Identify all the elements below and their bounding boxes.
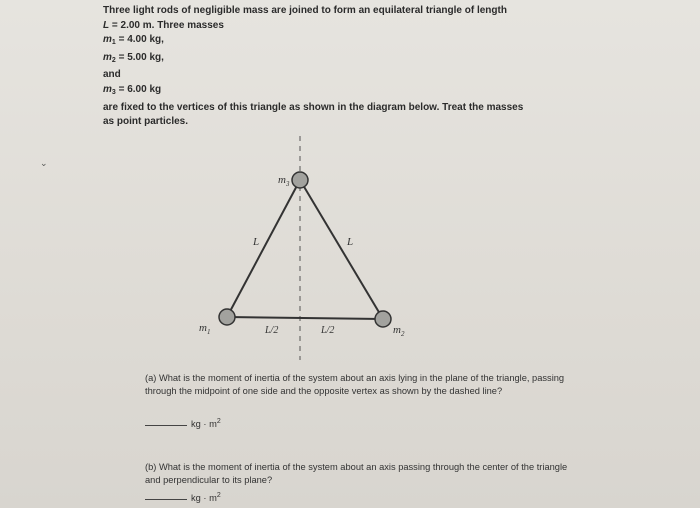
mass-1-circle xyxy=(219,309,235,325)
mass3-subscript: 3 xyxy=(111,88,116,96)
answer-b-input[interactable] xyxy=(145,499,187,500)
answer-a xyxy=(145,418,221,429)
length-value: = 2.00 m. Three masses xyxy=(109,19,224,31)
mass1-symbol: m xyxy=(103,34,112,46)
mass3-value: = 6.00 kg xyxy=(115,83,162,95)
mass2-value: = 5.00 kg, xyxy=(115,51,164,63)
mass2-subscript: 2 xyxy=(111,56,116,64)
triangle-diagram xyxy=(190,128,420,368)
mass-2-circle xyxy=(375,311,391,327)
mass2-symbol: m xyxy=(103,51,112,63)
mass1-line xyxy=(103,33,583,51)
mass3-line xyxy=(103,83,583,101)
label-m3: $m_3$ xyxy=(278,174,290,188)
rod-right xyxy=(300,180,383,319)
problem-point-line: as point particles. xyxy=(103,116,189,128)
question-b-text: (b) What is the moment of inertia of the system about an axis passing through the center of the triangle and perpendicular to its plane? xyxy=(145,462,568,485)
mass1-value: = 4.00 kg, xyxy=(115,34,164,46)
mass-3-circle xyxy=(292,172,308,188)
rod-left xyxy=(227,180,300,317)
label-m1: $m_1$ xyxy=(199,322,211,336)
label-half-left: L/2 xyxy=(265,325,279,336)
problem-line-1: Three light rods of negligible mass are joined to form an equilateral triangle of length xyxy=(103,5,507,16)
answer-b-unit: kg · m xyxy=(191,493,217,503)
length-symbol: L xyxy=(103,19,110,31)
answer-b-unit-exp: 2 xyxy=(216,492,221,499)
chevron-down-icon: ⌄ xyxy=(40,158,48,168)
label-half-right: L/2 xyxy=(321,325,335,336)
problem-fixed-line: are fixed to the vertices of this triangle as shown in the diagram below. Treat the masses xyxy=(103,101,524,113)
answer-a-unit-exp: 2 xyxy=(216,418,221,425)
question-a-text: (a) What is the moment of inertia of the system about an axis lying in the plane of the triangle, passing through the midpoint of one side and the opposite vertex as shown by the dashed line? xyxy=(145,373,565,396)
and-line: and xyxy=(103,69,121,81)
mass1-subscript: 1 xyxy=(111,39,116,47)
problem-statement xyxy=(103,4,583,130)
label-L-left: L xyxy=(253,236,260,248)
answer-a-input[interactable] xyxy=(145,425,187,426)
answer-a-unit: kg · m xyxy=(191,419,217,429)
label-m2: $m_2$ xyxy=(393,324,405,338)
answer-b xyxy=(145,492,221,503)
mass2-line xyxy=(103,51,583,69)
problem-length-line xyxy=(103,19,583,34)
mass3-symbol: m xyxy=(103,83,112,95)
rod-bottom xyxy=(227,317,383,319)
label-L-right: L xyxy=(347,236,354,248)
